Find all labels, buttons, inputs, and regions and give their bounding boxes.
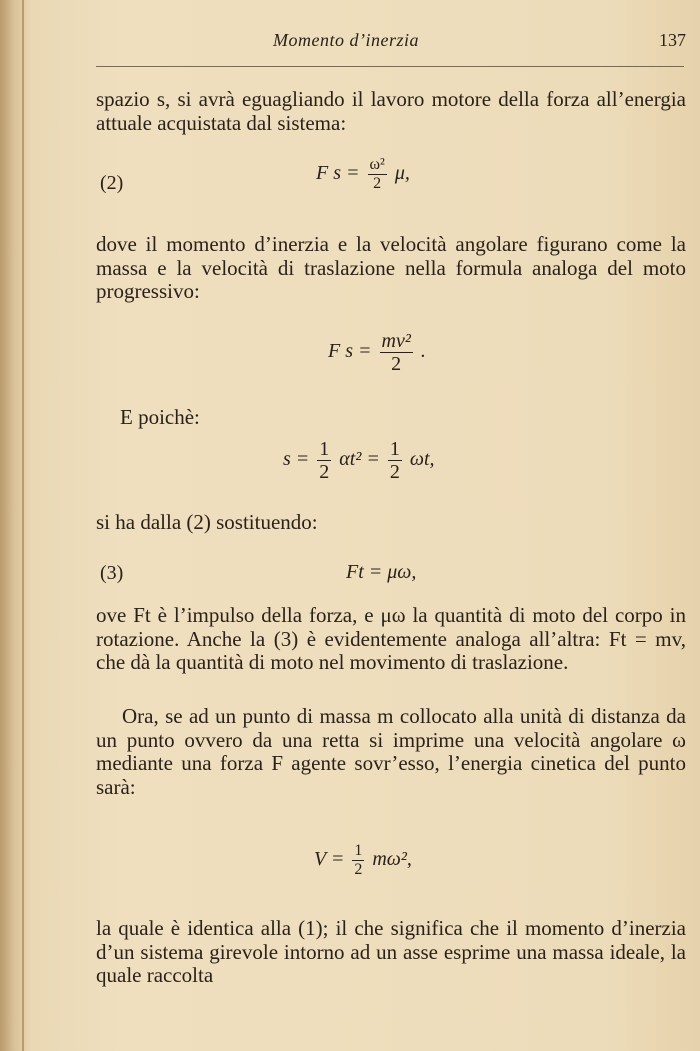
binding-gutter	[22, 0, 24, 1051]
equation-displacement-denominator-1: 2	[319, 461, 330, 483]
equation-displacement-tail: ωt,	[409, 448, 435, 471]
equation-displacement-denominator-2: 2	[389, 461, 400, 483]
equation-displacement-fraction-1	[317, 438, 331, 483]
equation-displacement-fraction-2	[388, 438, 402, 483]
equation-progressive-lhs: F s =	[328, 340, 372, 363]
paragraph-2: dove il momento d’inerzia e la velocità angolare figurano come la massa e la velocità di traslazione nella formula analoga del moto progressivo:	[96, 232, 686, 303]
paragraph-6: Ora, se ad un punto di massa m collocato alla unità di distanza da un punto ovvero da una retta si imprime una velocità angolare ω mediante una forza F agente sovr’esso, l’energia cinetica del punto sarà:	[96, 704, 686, 799]
paragraph-5: ove Ft è l’impulso della forza, e μω la quantità di moto del corpo in rotazione. Anche la (3) è evidentemente analoga all’altra: Ft = mv, che dà la quantità di moto nel movimento di traslazione.	[96, 603, 686, 674]
equation-2-lhs: F s =	[316, 162, 360, 185]
equation-2-denominator: 2	[373, 175, 382, 192]
equation-2	[316, 156, 410, 193]
equation-progressive-tail: .	[420, 340, 426, 363]
equation-2-fraction	[368, 156, 387, 193]
equation-displacement-numerator-1: 1	[319, 438, 330, 460]
running-title: Momento d’inerzia	[273, 30, 419, 50]
page-number: 137	[659, 30, 686, 50]
equation-3: Ft = μω,	[346, 561, 417, 583]
equation-kinetic-energy	[314, 842, 412, 879]
equation-kinetic-numerator: 1	[354, 842, 363, 859]
paragraph-1: spazio s, si avrà eguagliando il lavoro motore della forza all’energia attuale acquistata dal sistema:	[96, 87, 686, 135]
equation-kinetic-tail: mω²,	[372, 848, 412, 871]
paragraph-7: la quale è identica alla (1); il che significa che il momento d’inerzia d’un sistema girevole intorno ad un asse esprime una massa ideale, la quale raccolta	[96, 916, 686, 987]
equation-kinetic-lhs: V =	[314, 848, 345, 871]
equation-displacement-middle: αt² =	[339, 448, 380, 471]
equation-progressive-numerator: mv²	[381, 330, 411, 352]
equation-2-numerator: ω²	[369, 156, 385, 173]
equation-2-tail: μ,	[394, 162, 410, 185]
header-rule	[96, 66, 684, 67]
equation-kinetic-fraction	[352, 842, 364, 879]
equation-progressive-motion	[328, 330, 426, 375]
equation-displacement-numerator-2: 1	[389, 438, 400, 460]
equation-number-3: (3)	[100, 562, 124, 584]
equation-number-2: (2)	[100, 172, 124, 194]
equation-progressive-denominator: 2	[391, 353, 402, 375]
page-header	[96, 30, 686, 60]
equation-displacement	[283, 438, 435, 483]
paragraph-3: E poichè:	[120, 405, 200, 429]
paragraph-4: si ha dalla (2) sostituendo:	[96, 510, 318, 534]
equation-displacement-lhs: s =	[283, 448, 310, 471]
equation-progressive-fraction	[380, 330, 413, 375]
equation-kinetic-denominator: 2	[354, 861, 363, 878]
